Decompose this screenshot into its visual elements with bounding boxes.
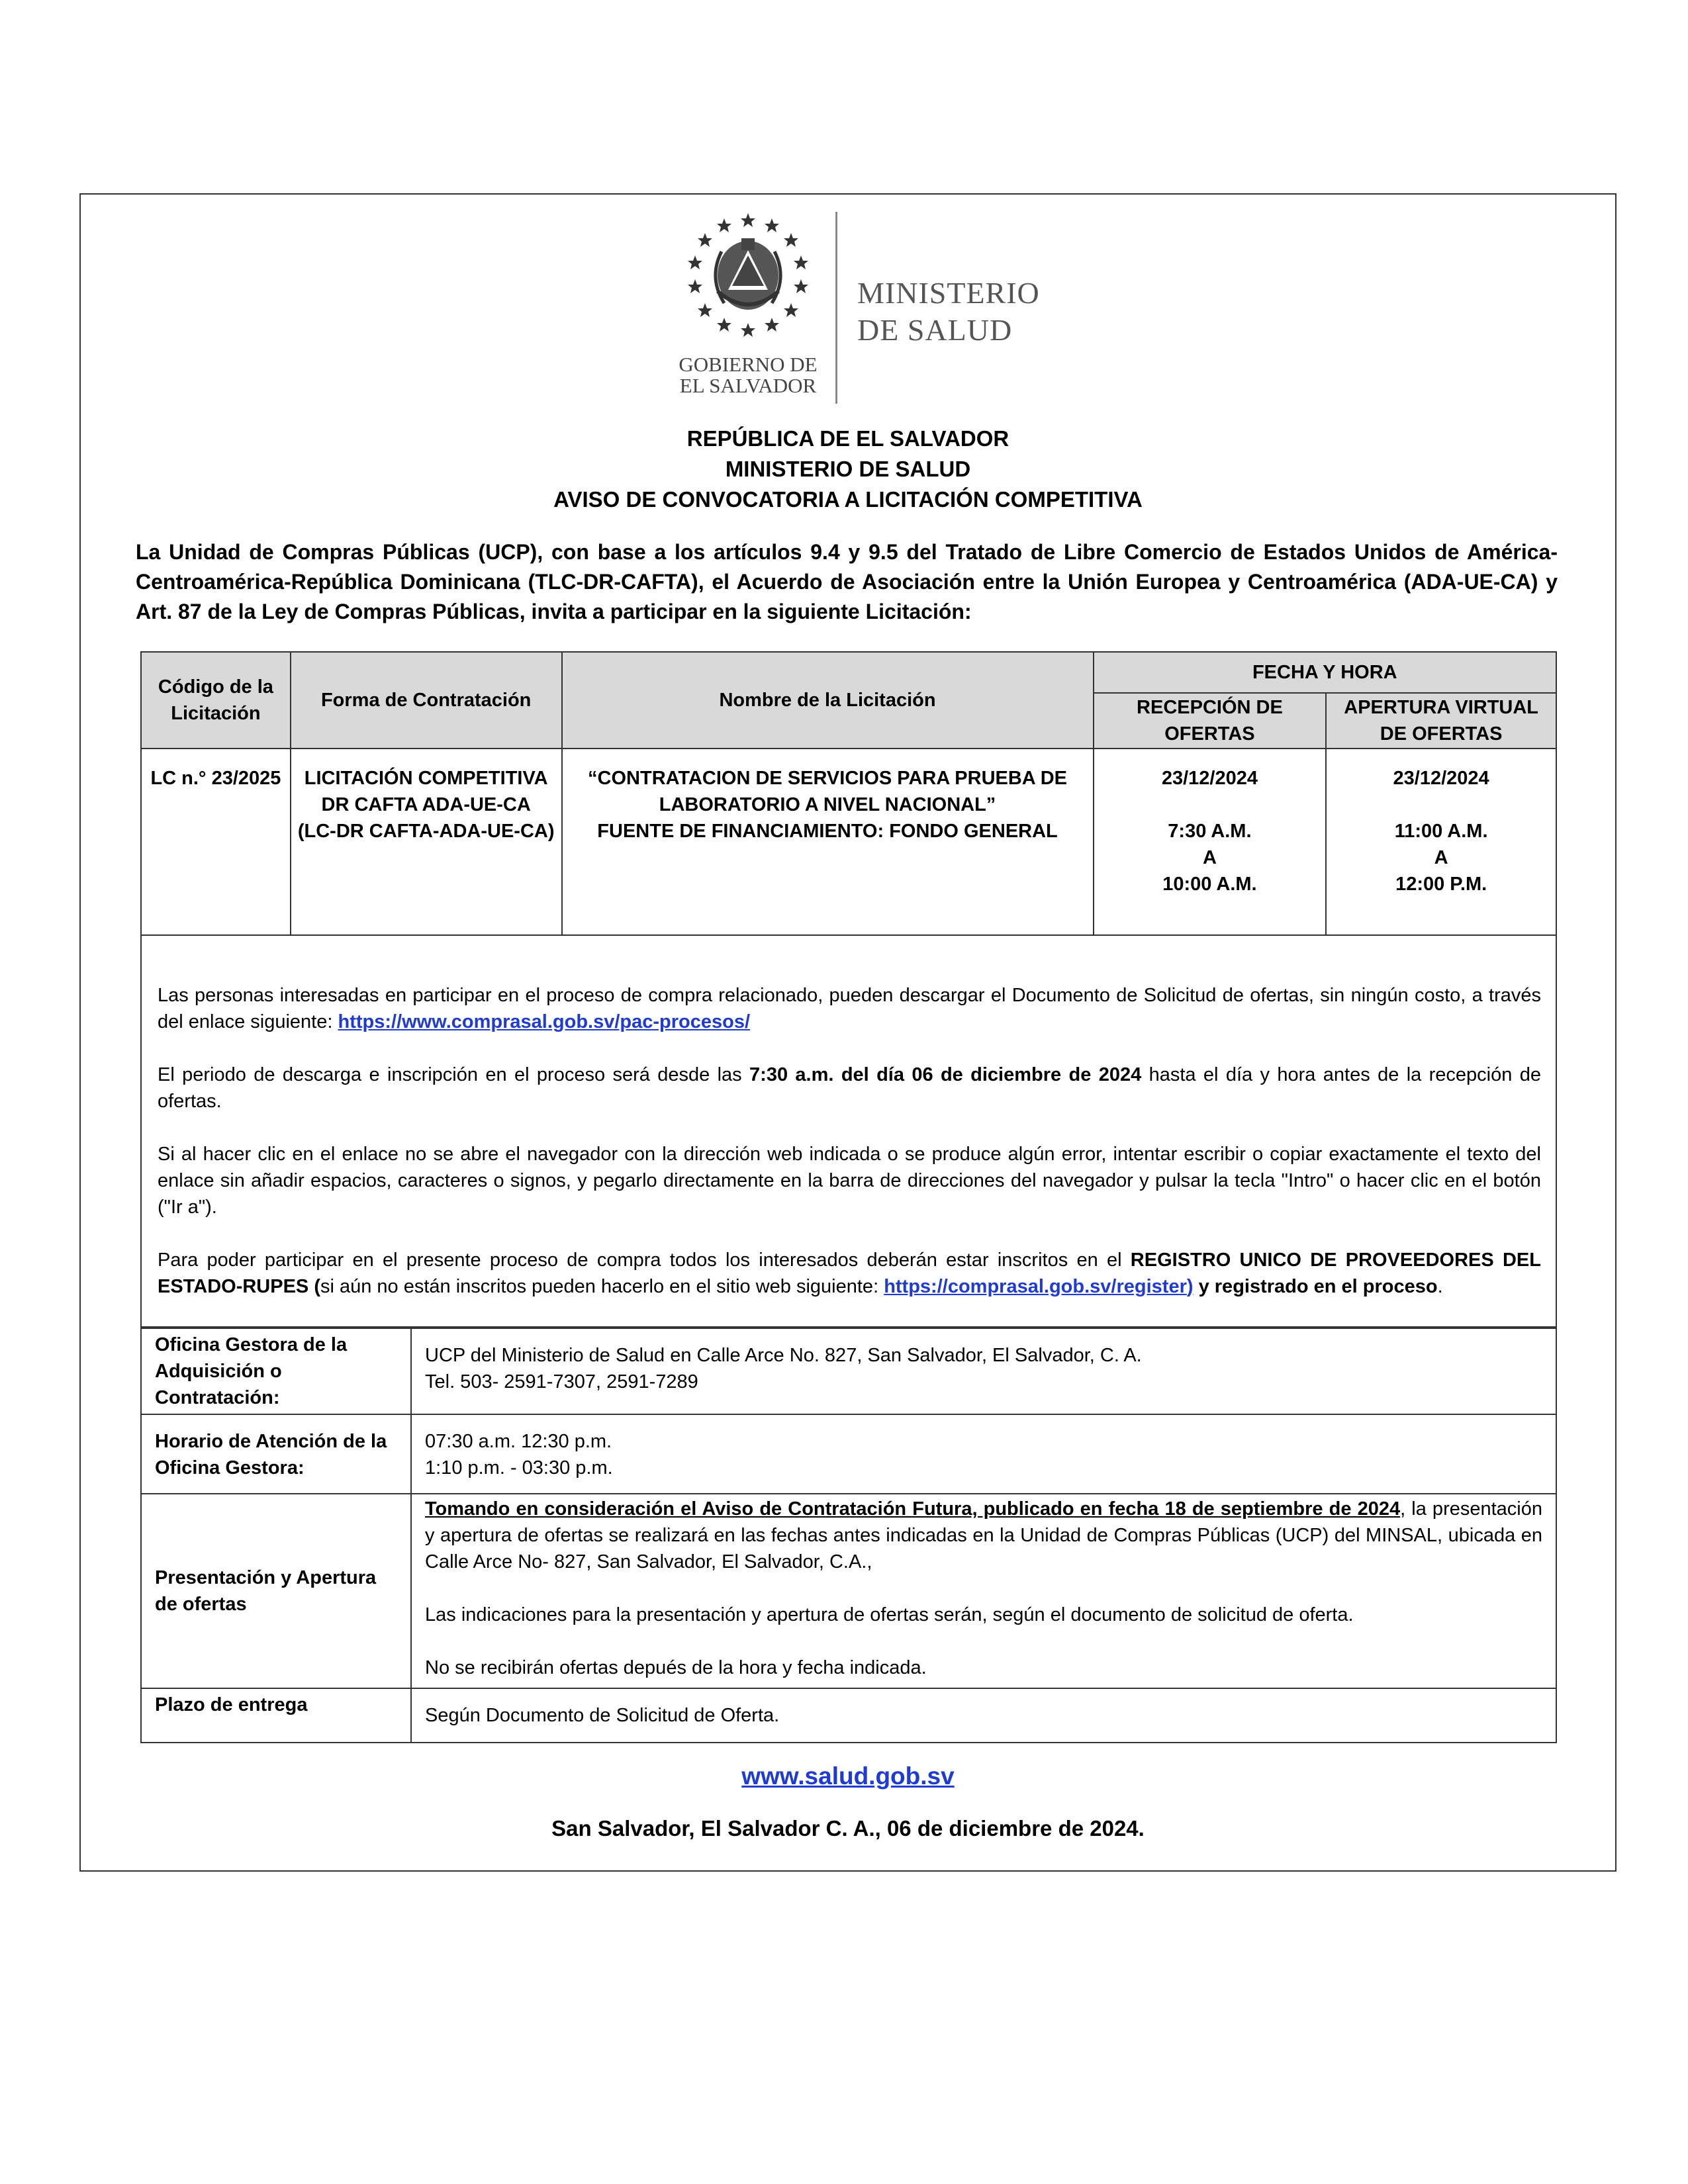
header-date-time: FECHA Y HORA xyxy=(1094,652,1556,693)
website-link[interactable]: www.salud.gob.sv xyxy=(741,1762,955,1790)
tender-table xyxy=(140,651,1557,936)
period-start: 7:30 a.m. del día 06 de diciembre de 2024 xyxy=(749,1064,1142,1085)
hours-afternoon: 1:10 p.m. - 03:30 p.m. xyxy=(425,1457,613,1479)
name-line2: LABORATORIO A NIVEL NACIONAL” xyxy=(659,794,996,815)
coat-of-arms-icon xyxy=(669,212,827,351)
row-office xyxy=(141,1328,1556,1414)
intro-paragraph: La Unidad de Compras Públicas (UCP), con base a los artículos 9.4 y 9.5 del Tratado de Libre Comercio de Estados Unidos de América-Centroamérica-República Dominicana (TLC-DR-CAFTA), el Acuerdo de Asociación entre la Unión Europea y Centroamérica (ADA-UE-CA) y Art. 87 de la Ley de Compras Públicas, invita a participar en la siguiente Licitación: xyxy=(136,540,1558,623)
reception-from: 7:30 A.M. xyxy=(1168,821,1252,842)
opening-from: 11:00 A.M. xyxy=(1394,821,1488,842)
government-logo xyxy=(669,212,1066,410)
opening-a: A xyxy=(1434,847,1448,868)
heading-notice: AVISO DE CONVOCATORIA A LICITACIÓN COMPETITIVA xyxy=(553,487,1143,512)
name-line3: FUENTE DE FINANCIAMIENTO: FONDO GENERAL xyxy=(597,821,1058,842)
period-paragraph: El periodo de descarga e inscripción en el proceso será desde las 7:30 a.m. del día 06 de diciembre de 2024 hasta el día y hora antes de la recepción de ofertas. xyxy=(158,1064,1541,1112)
cell-code: LC n.° 23/2025 xyxy=(141,749,291,935)
website-footer xyxy=(79,1760,1617,1792)
ministry-line1: MINISTERIO xyxy=(857,276,1040,310)
heading-ministry: MINISTERIO DE SALUD xyxy=(725,457,971,481)
cell-form xyxy=(291,749,562,935)
presentation-value: Tomando en consideración el Aviso de Contratación Futura, publicado en fecha 18 de septiembre de 2024, la presentación y apertura de ofertas se realizará en las fechas antes indicadas en la Unidad de Compras Públicas (UCP) del MINSAL, ubicada en Calle Arce No- 827, San Salvador, El Salvador, C.A., Las indicaciones para la presentación y apertura de ofertas serán, según el documento de solicitud de oferta. No se recibirán ofertas depués de la hora y fecha indicada. xyxy=(411,1494,1556,1688)
office-label: Oficina Gestora de la Adquisición o Contratación: xyxy=(141,1328,411,1414)
ministry-line2: DE SALUD xyxy=(857,313,1013,347)
logo-divider xyxy=(835,212,837,404)
hours-value xyxy=(411,1414,1556,1494)
info-block xyxy=(140,934,1557,1328)
delivery-value: Según Documento de Solicitud de Oferta. xyxy=(411,1688,1556,1743)
office-phone: Tel. 503- 2591-7307, 2591-7289 xyxy=(425,1371,698,1392)
presentation-instructions: Las indicaciones para la presentación y apertura de ofertas serán, según el documento de solicitud de oferta. xyxy=(425,1604,1354,1625)
form-line3: (LC-DR CAFTA-ADA-UE-CA) xyxy=(297,821,555,842)
registry-name: REGISTRO UNICO DE PROVEEDORES DEL ESTADO-RUPES ( xyxy=(158,1250,1541,1297)
form-line2: DR CAFTA ADA-UE-CA xyxy=(321,794,531,815)
hours-label: Horario de Atención de la Oficina Gestora: xyxy=(141,1414,411,1494)
place-date-signature: San Salvador, El Salvador C. A., 06 de diciembre de 2024. xyxy=(551,1816,1145,1841)
heading-republic: REPÚBLICA DE EL SALVADOR xyxy=(686,426,1009,451)
details-table xyxy=(140,1328,1557,1743)
header-code: Código de la Licitación xyxy=(141,652,291,749)
gob-line2: EL SALVADOR xyxy=(679,374,817,397)
presentation-deadline-note: No se recibirán ofertas depués de la hora y fecha indicada. xyxy=(425,1657,927,1678)
header-form: Forma de Contratación xyxy=(291,652,562,749)
cell-reception xyxy=(1094,749,1327,935)
presentation-label: Presentación y Apertura de ofertas xyxy=(141,1494,411,1688)
gob-line1: GOBIERNO DE xyxy=(679,353,818,376)
document-headings xyxy=(79,424,1617,515)
office-value xyxy=(411,1328,1556,1414)
header-reception: RECEPCIÓN DE OFERTAS xyxy=(1094,693,1327,749)
name-line1: “CONTRATACION DE SERVICIOS PARA PRUEBA DE xyxy=(588,768,1068,789)
header-opening: APERTURA VIRTUAL DE OFERTAS xyxy=(1326,693,1556,749)
reception-date: 23/12/2024 xyxy=(1161,768,1258,789)
row-presentation xyxy=(141,1494,1556,1688)
register-link[interactable]: https://comprasal.gob.sv/register xyxy=(884,1276,1187,1297)
reception-a: A xyxy=(1202,847,1217,868)
office-address: UCP del Ministerio de Salud en Calle Arce No. 827, San Salvador, El Salvador, C. A. xyxy=(425,1345,1142,1366)
download-paragraph: Las personas interesadas en participar en el proceso de compra relacionado, pueden descargar el Documento de Solicitud de ofertas, sin ningún costo, a través del enlace siguiente: https://www.comprasal.gob.sv/pac-procesos/ xyxy=(158,985,1541,1032)
row-hours xyxy=(141,1414,1556,1494)
download-link[interactable]: https://www.comprasal.gob.sv/pac-procesos/ xyxy=(338,1011,751,1032)
cell-name xyxy=(562,749,1094,935)
delivery-label: Plazo de entrega xyxy=(141,1688,411,1743)
registry-paragraph: Para poder participar en el presente proceso de compra todos los interesados deberán estar inscritos en el REGISTRO UNICO DE PROVEEDORES DEL ESTADO-RUPES (si aún no están inscritos pueden hacerlo en el sitio web siguiente: https://comprasal.gob.sv/register) y registrado en el proceso. xyxy=(158,1250,1541,1297)
row-delivery xyxy=(141,1688,1556,1743)
opening-date: 23/12/2024 xyxy=(1393,768,1489,789)
ministry-name xyxy=(857,275,1040,349)
help-paragraph: Si al hacer clic en el enlace no se abre el navegador con la dirección web indicada o se produce algún error, intentar escribir o copiar exactamente el texto del enlace sin añadir espacios, caracteres o signos, y pegarlo directamente en la barra de direcciones del navegador y pulsar la tecla "Intro" o hacer clic en el botón ("Ir a"). xyxy=(158,1144,1541,1218)
opening-to: 12:00 P.M. xyxy=(1395,874,1487,895)
header-name: Nombre de la Licitación xyxy=(562,652,1094,749)
form-line1: LICITACIÓN COMPETITIVA xyxy=(304,768,548,789)
hours-morning: 07:30 a.m. 12:30 p.m. xyxy=(425,1431,612,1452)
government-name xyxy=(669,354,827,396)
cell-opening xyxy=(1326,749,1556,935)
future-notice-reference: Tomando en consideración el Aviso de Contratación Futura, publicado en fecha 18 de septiembre de 2024 xyxy=(425,1498,1401,1520)
reception-to: 10:00 A.M. xyxy=(1162,874,1257,895)
